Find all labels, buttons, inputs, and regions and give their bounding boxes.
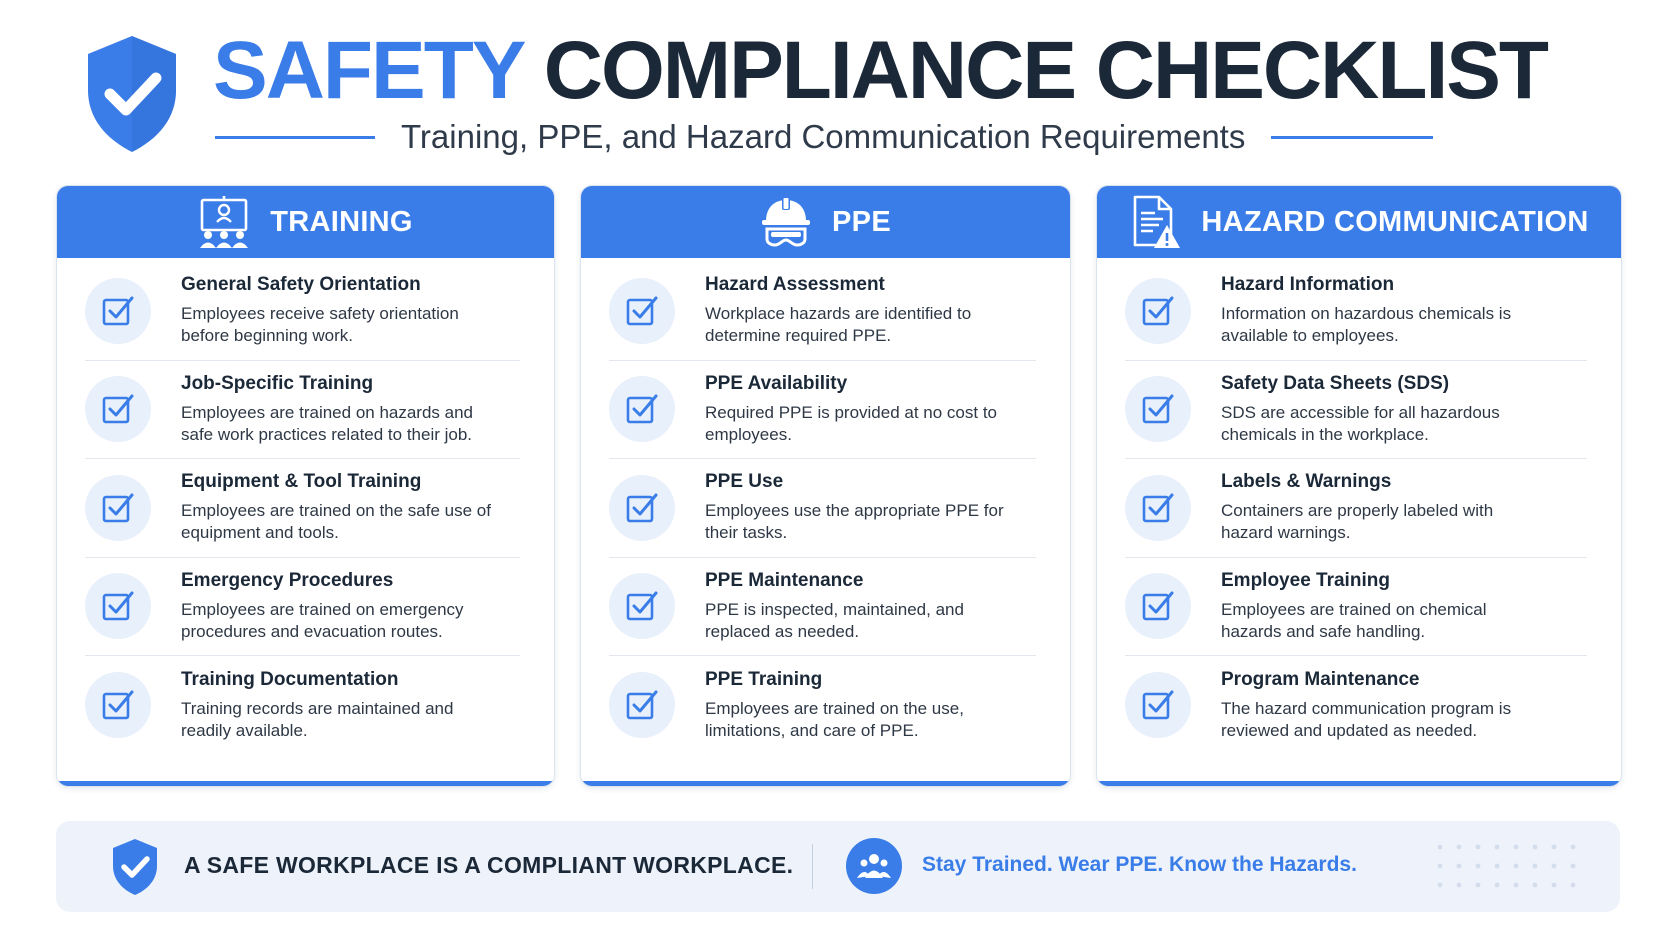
checklist-item [85, 262, 520, 361]
title-main: COMPLIANCE CHECKLIST [543, 25, 1548, 116]
checklist-item-description: Employees are trained on chemical hazards and safe handling. [1221, 599, 1487, 641]
checklist-item [1125, 558, 1587, 657]
checklist [581, 258, 1070, 755]
decorative-dot [1533, 883, 1538, 888]
decorative-dot [1438, 845, 1443, 850]
checkbox-checked-icon [1125, 573, 1191, 639]
checkbox-checked-icon [1125, 376, 1191, 442]
checklist-item-text [181, 274, 520, 347]
checklist-item-title: Program Maintenance [1221, 668, 1420, 690]
page-header [0, 0, 1672, 170]
checklist-item-text [181, 373, 520, 446]
checklist-item-description: Employees are trained on hazards and safe work practices related to their job. [181, 402, 474, 444]
checklist-item-text [705, 471, 1036, 544]
decorative-dot [1533, 845, 1538, 850]
checklist-item-title: Hazard Assessment [705, 274, 885, 296]
checkbox-checked-icon [609, 672, 675, 738]
subtitle-row [215, 112, 1515, 162]
checklist-item-description: Employees are trained on the safe use of equipment and tools. [181, 501, 491, 543]
document-warning-icon [1129, 195, 1181, 249]
checklist-item [609, 262, 1036, 361]
checklist-item [85, 558, 520, 657]
page-subtitle: Training, PPE, and Hazard Communication Requirements [401, 118, 1246, 155]
shield-check-icon [82, 34, 182, 154]
subtitle-rule-right [1271, 136, 1433, 139]
subtitle-rule-left [215, 136, 375, 139]
decorative-dot [1476, 845, 1481, 850]
hard-hat-goggles-icon [760, 195, 812, 249]
decorative-dot [1514, 883, 1519, 888]
checklist-item-text [705, 373, 1036, 446]
footer-motto: A SAFE WORKPLACE IS A COMPLIANT WORKPLACE. [184, 852, 794, 878]
shield-check-icon [110, 838, 160, 896]
column-header [581, 186, 1070, 258]
checklist-item-title: PPE Availability [705, 372, 848, 394]
checklist-item-title: Training Documentation [181, 668, 399, 690]
checklist-item-description: The hazard communication program is reviewed and updated as needed. [1221, 698, 1512, 740]
decorative-dot [1533, 864, 1538, 869]
column-header [1097, 186, 1621, 258]
decorative-dot [1457, 845, 1462, 850]
checklist-item-text [705, 274, 1036, 347]
decorative-dot [1476, 883, 1481, 888]
checklist-item-title: Job-Specific Training [181, 372, 374, 394]
column-header [57, 186, 554, 258]
ppe-column [580, 185, 1071, 787]
decorative-dot [1571, 845, 1576, 850]
checklist-item [609, 558, 1036, 657]
decorative-dot [1552, 883, 1557, 888]
decorative-dot [1571, 864, 1576, 869]
checklist-item-title: PPE Training [705, 668, 823, 690]
checkbox-checked-icon [85, 278, 151, 344]
checklist-item-title: Emergency Procedures [181, 569, 394, 591]
checklist-item-title: PPE Use [705, 471, 784, 493]
checkbox-checked-icon [85, 376, 151, 442]
training-presentation-icon [198, 195, 250, 249]
checklist-item-text [1221, 669, 1587, 742]
checkbox-checked-icon [85, 672, 151, 738]
checklist-item [1125, 361, 1587, 460]
page-title [213, 26, 1547, 116]
footer-tagline: Stay Trained. Wear PPE. Know the Hazards. [922, 853, 1357, 876]
footer-banner [56, 821, 1620, 912]
checkbox-checked-icon [85, 475, 151, 541]
checklist-item-title: Hazard Information [1221, 274, 1395, 296]
checklist-item-text [1221, 471, 1587, 544]
checklist-item-text [1221, 274, 1587, 347]
checkbox-checked-icon [85, 573, 151, 639]
checklist-item [1125, 262, 1587, 361]
checklist-item-text [705, 669, 1036, 742]
decorative-dot [1457, 883, 1462, 888]
checklist [57, 258, 554, 755]
decorative-dot [1495, 883, 1500, 888]
decorative-dot [1552, 864, 1557, 869]
checklist [1097, 258, 1621, 755]
checklist-item-title: PPE Maintenance [705, 569, 864, 591]
people-group-icon [846, 838, 902, 894]
decorative-dot-grid [1436, 841, 1586, 893]
checklist-item-title: Safety Data Sheets (SDS) [1221, 372, 1450, 394]
checklist-item-description: Containers are properly labeled with hazard warnings. [1221, 501, 1494, 543]
checklist-item-title: Equipment & Tool Training [181, 471, 422, 493]
decorative-dot [1476, 864, 1481, 869]
checklist-item [609, 361, 1036, 460]
decorative-dot [1514, 864, 1519, 869]
checklist-item-description: PPE is inspected, maintained, and replaced as needed. [705, 599, 964, 641]
decorative-dot [1438, 864, 1443, 869]
checklist-item-text [181, 669, 520, 742]
column-title: TRAINING [270, 205, 413, 238]
decorative-dot [1438, 883, 1443, 888]
checklist-item-description: Employees receive safety orientation before beginning work. [181, 304, 459, 346]
checklist-item [1125, 459, 1587, 558]
checklist-item-description: Required PPE is provided at no cost to employees. [705, 402, 997, 444]
column-title: HAZARD COMMUNICATION [1201, 205, 1589, 238]
checklist-item-text [705, 570, 1036, 643]
decorative-dot [1514, 845, 1519, 850]
checklist-item-text [181, 570, 520, 643]
checkbox-checked-icon [609, 573, 675, 639]
checklist-item-title: Labels & Warnings [1221, 471, 1392, 493]
checklist-item [85, 656, 520, 755]
checklist-item-text [181, 471, 520, 544]
checklist-item-description: Training records are maintained and readily available. [181, 698, 454, 740]
checklist-item-description: Information on hazardous chemicals is available to employees. [1221, 304, 1512, 346]
checkbox-checked-icon [609, 376, 675, 442]
decorative-dot [1457, 864, 1462, 869]
checklist-item-text [1221, 570, 1587, 643]
decorative-dot [1495, 845, 1500, 850]
checklist-item-description: SDS are accessible for all hazardous chemicals in the workplace. [1221, 402, 1500, 444]
checkbox-checked-icon [609, 278, 675, 344]
checklist-item [609, 656, 1036, 755]
checklist-item-title: Employee Training [1221, 569, 1390, 591]
checkbox-checked-icon [1125, 278, 1191, 344]
checklist-item [1125, 656, 1587, 755]
checkbox-checked-icon [1125, 672, 1191, 738]
checkbox-checked-icon [609, 475, 675, 541]
title-highlight: SAFETY [213, 25, 523, 116]
column-title: PPE [832, 205, 891, 238]
checklist-item-description: Workplace hazards are identified to determine required PPE. [705, 304, 972, 346]
checklist-item [85, 361, 520, 460]
checklist-item-text [1221, 373, 1587, 446]
decorative-dot [1495, 864, 1500, 869]
decorative-dot [1552, 845, 1557, 850]
footer-divider [812, 844, 813, 889]
checklist-item-description: Employees use the appropriate PPE for their tasks. [705, 501, 1004, 543]
checklist-item [85, 459, 520, 558]
checklist-item [609, 459, 1036, 558]
checklist-item-title: General Safety Orientation [181, 274, 421, 296]
checklist-item-description: Employees are trained on the use, limitations, and care of PPE. [705, 698, 964, 740]
checklist-item-description: Employees are trained on emergency procedures and evacuation routes. [181, 599, 464, 641]
checkbox-checked-icon [1125, 475, 1191, 541]
training-column [56, 185, 555, 787]
decorative-dot [1571, 883, 1576, 888]
hazard-communication-column [1096, 185, 1622, 787]
